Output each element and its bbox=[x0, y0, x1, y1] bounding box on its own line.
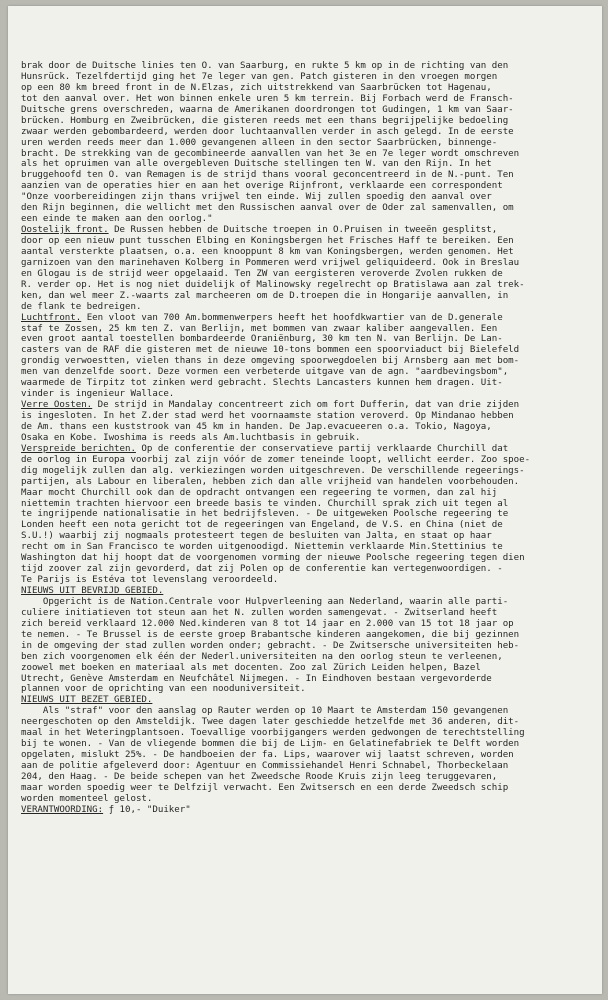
text-line: plannen voor de oprichting van een nooduniversiteit. bbox=[21, 684, 306, 695]
text-line: op een 80 km breed front in de N.Elzas, zich uitstrekkend van Saarbrücken tot Hagenau, bbox=[21, 82, 492, 93]
section-first-line: Een vloot van 700 Am.bommenwerpers heeft het hoofdkwartier van de D.generale bbox=[81, 312, 503, 323]
text-line: maal in het Weteringplantsoen. Toevallige voorbijgangers werden gedwongen de terechtstelling bbox=[21, 728, 525, 739]
text-line: zoowel met boeken en materiaal als met docenten. Zoo zal Zürich Leiden helpen, Bazel bbox=[21, 662, 481, 673]
text-line: den Rijn beginnen, die wellicht met den Russischen aanval over de Oder zal samenvallen, om bbox=[21, 203, 514, 214]
text-line: Hunsrück. Tezelfdertijd ging het 7e leger van gen. Patch gisteren in den vroegen morgen bbox=[21, 71, 498, 82]
text-line: ken, dan wel meer Z.-waarts zal marcheeren om de D.troepen die in Hongarije aanvallen, in bbox=[21, 290, 509, 301]
text-line: partijen, als Labour en liberalen, hebben zich dan alle vrijheid van handelen voorbehouden. bbox=[21, 476, 520, 487]
text-line: Maar mocht Churchill ook dan de opdracht ontvangen een regeering te vormen, dan zal hij bbox=[21, 487, 498, 498]
text-line: even groot aantal toestellen bombardeerde Oraniënburg, 30 km ten N. van Berlijn. De Lan- bbox=[21, 334, 503, 345]
text-line: casters van de RAF die gisteren met de nieuwe 10-tons bommen een spoorviaduct bij Bielefeld bbox=[21, 345, 520, 356]
text-line: bij te wonen. - Van de vliegende bommen die bij de Lijm- en Gelatinefabriek te Delft worden bbox=[21, 739, 520, 750]
text-line: culiere initiatieven tot steun aan het N. zullen worden samengevat. - Zwitserland heeft bbox=[21, 607, 498, 618]
text-line: brak door de Duitsche linies ten O. van Saarburg, en rukte 5 km op in de richting van den bbox=[21, 61, 509, 71]
text-line: grondig verwoestten, vielen thans in deze omgeving spoorwegdoelen bij Arnsberg aan met bom- bbox=[21, 356, 520, 367]
text-line: aantal versterkte plaatsen, o.a. een knooppunt 8 km van Koningsbergen, werden genomen. Het bbox=[21, 246, 514, 257]
intro-paragraph bbox=[21, 61, 598, 225]
text-line: Als "straf" voor den aanslag op Rauter werden op 10 Maart te Amsterdam 150 gevangenen bbox=[21, 706, 509, 717]
text-line bbox=[21, 313, 598, 324]
text-line: te ingrijpende nationalisatie in het bedrijfsleven. - De uitgeweken Poolsche regeering te bbox=[21, 509, 509, 520]
text-line: niettemin trachten hiervoor een breede basis te vinden. Churchill sprak zich uit tegen al bbox=[21, 498, 509, 509]
section-heading: NIEUWS UIT BEZET GEBIED. bbox=[21, 695, 153, 706]
text-line: een einde te maken aan den oorlog." bbox=[21, 214, 213, 225]
text-line: opgelaten, mislukt 25%. - De handboeien der fa. Lips, waarover wij laatst schreven, worden bbox=[21, 750, 514, 761]
text-line: zwaar werden gebombardeerd, werden door luchtaanvallen verder in asch gelegd. In de eerste bbox=[21, 126, 514, 137]
text-line: Washington dat hij hoopt dat de voorgenomen vorming der nieuwe Poolsche regeering tegen dien bbox=[21, 553, 525, 564]
text-line: worden momenteel gelost. bbox=[21, 793, 153, 804]
text-line: bracht. De strekking van de gecombineerde aanvallen van het 3e en 7e leger wordt omschreven bbox=[21, 148, 520, 159]
text-line: te nemen. - Te Brussel is de eerste groep Brabantsche kinderen aangekomen, die bij gezinnen bbox=[21, 629, 520, 640]
section-heading: Verre Oosten. bbox=[21, 400, 93, 411]
text-line: de flank te bedreigen. bbox=[21, 301, 142, 312]
text-line bbox=[21, 400, 598, 411]
text-line: aan de politie afgeleverd door: Agentuur en Commissiehandel Henri Schnabel, Thorbeckelaan bbox=[21, 761, 509, 771]
news-section bbox=[21, 400, 598, 444]
text-line: Londen heeft een nota gericht tot de regeeringen van Engeland, de V.S. en China (niet de bbox=[21, 520, 503, 531]
text-line: bruggehoofd ten O. van Remagen is de strijd thans vooral geconcentreerd in de N.-punt. Ten bbox=[21, 170, 514, 181]
text-line bbox=[21, 444, 598, 455]
text-line: tot den aanval over. Het won binnen enkele uren 5 km terrein. Bij Forbach werd de Fransch- bbox=[21, 93, 514, 104]
text-line: Opgericht is de Nation.Centrale voor Hulpverleening aan Nederland, waarin alle parti- bbox=[21, 596, 509, 607]
responsibility-line bbox=[21, 805, 598, 816]
news-section bbox=[21, 313, 598, 401]
typewritten-text bbox=[21, 61, 598, 816]
text-line: en Glogau is de strijd weer opgelaaid. Ten ZW van eergisteren veroverde Zvolen rukken de bbox=[21, 268, 503, 279]
text-line: neergeschoten op den Amsteldijk. Twee dagen later geschiedde hetzelfde met 36 anderen, dit- bbox=[21, 717, 520, 728]
text-line: vinder is ingenieur Wallace. bbox=[21, 389, 175, 400]
text-line: R. verder op. Het is nog niet duidelijk of Malinowsky regelrecht op Bratislawa aan zal trek- bbox=[21, 279, 525, 290]
text-line: uren werden reeds meer dan 1.000 gevangenen alleen in den sector Saarbrücken, binnenge- bbox=[21, 137, 498, 148]
text-line: zich bereid verklaard 12.000 Ned.kinderen van 8 tot 14 jaar en 2.000 van 15 tot 18 jaar op bbox=[21, 618, 514, 629]
text-line: in de omgeving der stad zullen worden onder; gebracht. - De Zwitsersche universiteiten heb- bbox=[21, 640, 520, 651]
news-section bbox=[21, 444, 598, 586]
text-line: Te Parijs is Estéva tot levenslang veroordeeld. bbox=[21, 575, 279, 586]
text-line: de oorlog in Europa voorbij zal zijn vóór de zomer teneinde loopt, wellicht eerder. Zoo spoe- bbox=[21, 454, 531, 465]
text-line: Osaka en Kobe. Iwoshima is reeds als Am.luchtbasis in gebruik. bbox=[21, 432, 361, 443]
section-heading-line bbox=[21, 586, 598, 597]
section-heading: Luchtfront. bbox=[21, 312, 82, 323]
section-heading: NIEUWS UIT BEVRIJD GEBIED. bbox=[21, 586, 164, 596]
text-line: 204, den Haag. - De beide schepen van het Zweedsche Roode Kruis zijn leeg teruggevaren, bbox=[21, 771, 498, 782]
text-line: men van denzelfde soort. Deze vormen een verbeterde uitgave van de agn. "aardbevingsbom", bbox=[21, 367, 509, 378]
section-first-line: De strijd in Mandalay concentreert zich om fort Dufferin, dat van drie zijden bbox=[92, 400, 520, 411]
text-line: tijd zoover zal zijn gevorderd, dat zij Polen op de conferentie kan vertegenwoordigen. - bbox=[21, 564, 503, 575]
responsibility-label: VERANTWOORDING: bbox=[21, 804, 104, 815]
section-heading: Oostelijk front. bbox=[21, 225, 109, 236]
text-line: Duitsche grens overschreden, waarna de Amerikanen doordrongen tot Gudingen, 1 km van Saar- bbox=[21, 104, 514, 115]
text-line: dig mogelijk zullen dan alg. verkiezingen worden uitgeschreven. De verschillende regeerings- bbox=[21, 465, 525, 476]
text-line: recht om in San Francisco te worden uitgenoodigd. Niettemin verklaarde Min.Stettinius te bbox=[21, 542, 503, 553]
text-line: S.U.!) waarbij zij nogmaals protesteert tegen de besluiten van Jalta, en staat op haar bbox=[21, 531, 492, 542]
text-line: garnizoen van den marinehaven Kolberg in Pommeren werd vrijwel geliquideerd. Ook in Breslau bbox=[21, 257, 520, 268]
section-heading-line bbox=[21, 695, 598, 706]
paper-sheet bbox=[8, 6, 602, 994]
text-line: is ingesloten. In het Z.der stad werd het voornaamste station veroverd. Op Mindanao hebben bbox=[21, 411, 514, 421]
news-section bbox=[21, 586, 598, 695]
text-line: de Am. thans een kuststrook van 45 km in handen. De Jap.evacueeren o.a. Tokio, Nagoya, bbox=[21, 421, 492, 432]
text-line: ben zich voorgenomen elk één der Nederl.universiteiten na den oorlog steun te verleenen, bbox=[21, 651, 503, 662]
news-section bbox=[21, 225, 598, 313]
text-line: "Onze voorbereidingen zijn thans vrijwel ten einde. Wij zullen spoedig den aanval over bbox=[21, 192, 492, 203]
section-heading: Verspreide berichten. bbox=[21, 443, 136, 454]
text-line: waarmede de Tirpitz tot zinken werd gebracht. Slechts Lancasters kunnen hem dragen. Uit- bbox=[21, 378, 503, 389]
text-line: Utrecht, Genève Amsterdam en Neufchâtel Nijmegen. - In Eindhoven bestaan vergevorderde bbox=[21, 673, 492, 684]
text-line: staf te Zossen, 25 km ten Z. van Berlijn, met bommen van zwaar kaliber aangevallen. Een bbox=[21, 323, 498, 334]
text-line: brücken. Homburg en Zweibrücken, die gisteren reeds met een thans begrijpelijke bedoeling bbox=[21, 115, 509, 126]
text-line bbox=[21, 225, 598, 236]
news-sections bbox=[21, 225, 598, 805]
text-line: aanzien van de operaties hier en aan het overige Rijnfront, verklaarde een correspondent bbox=[21, 181, 503, 192]
section-first-line: De Russen hebben de Duitsche troepen in O.Pruisen in tweeën gesplitst, bbox=[108, 225, 498, 236]
text-line: door op een nieuw punt tusschen Elbing en Koningsbergen het Frisches Haff te bereiken. Een bbox=[21, 236, 514, 246]
section-first-line: Op de conferentie der conservatieve partij verklaarde Churchill dat bbox=[135, 443, 509, 454]
responsibility-text: ƒ 10,- "Duiker" bbox=[103, 804, 191, 815]
news-section bbox=[21, 695, 598, 804]
text-line: als het opruimen van alle overgebleven Duitsche stellingen ten W. van den Rijn. In het bbox=[21, 159, 492, 170]
text-line: maar worden spoedig weer te Delfzijl verwacht. Een Zwitsersch en een derde Zweedsch schip bbox=[21, 782, 509, 793]
